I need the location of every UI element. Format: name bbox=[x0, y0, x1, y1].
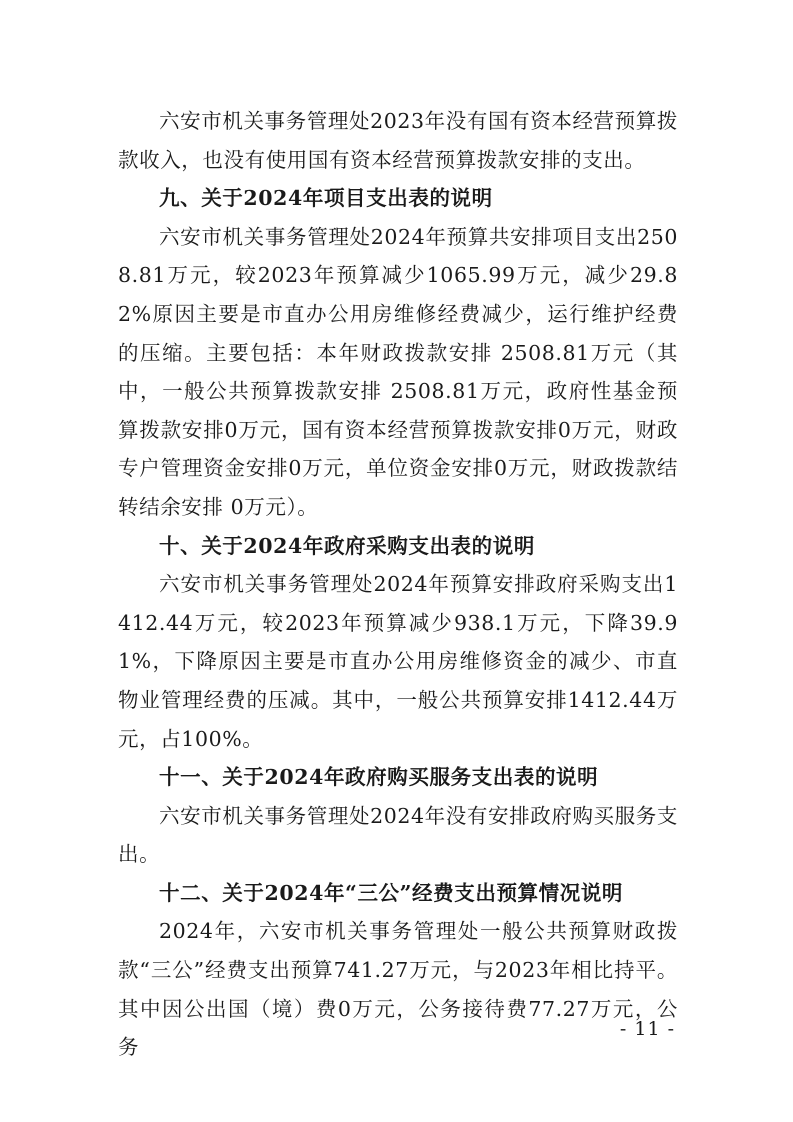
paragraph-three-public-expenses: 2024年，六安市机关事务管理处一般公共预算财政拨款“三公”经费支出预算741.27万元，与2023年相比持平。其中因公出国（境）费0万元，公务接待费77.27万元，公务 bbox=[118, 919, 678, 1060]
section-heading-10: 十、关于2024年政府采购支出表的说明 bbox=[159, 533, 535, 558]
section-heading-12: 十二、关于2024年“三公”经费支出预算情况说明 bbox=[159, 880, 624, 905]
paragraph-project-expenditure: 六安市机关事务管理处2024年预算共安排项目支出2508.81万元，较2023年预算减少1065.99万元，减少29.82%原因主要是市直办公用房维修经费减少，运行维护经费的压缩。主要包括：本年财政拨款安排 2508.81万元（其中，一般公共预算拨款安排 2508.81万元，政府性基金预算拨款安排0万元，国有资本经营预算拨款安排0万元，财政专户管理资金安排0万元，单位资金安排0万元，财政拨款结转结余安排 0万元）。 bbox=[118, 224, 678, 519]
section-heading-9: 九、关于2024年项目支出表的说明 bbox=[159, 186, 493, 211]
paragraph-government-purchased-services: 六安市机关事务管理处2024年没有安排政府购买服务支出。 bbox=[118, 803, 678, 867]
document-body bbox=[118, 102, 678, 1067]
page-number: - 11 - bbox=[619, 1018, 675, 1040]
section-heading-11: 十一、关于2024年政府购买服务支出表的说明 bbox=[159, 765, 599, 790]
paragraph-government-procurement: 六安市机关事务管理处2024年预算安排政府采购支出1412.44万元，较2023年预算减少938.1万元，下降39.91%，下降原因主要是市直办公用房维修资金的减少、市直物业管理经费的压减。其中，一般公共预算安排1412.44万元，占100%。 bbox=[118, 572, 678, 751]
paragraph-state-capital-budget: 六安市机关事务管理处2023年没有国有资本经营预算拨款收入，也没有使用国有资本经营预算拨款安排的支出。 bbox=[118, 109, 678, 172]
